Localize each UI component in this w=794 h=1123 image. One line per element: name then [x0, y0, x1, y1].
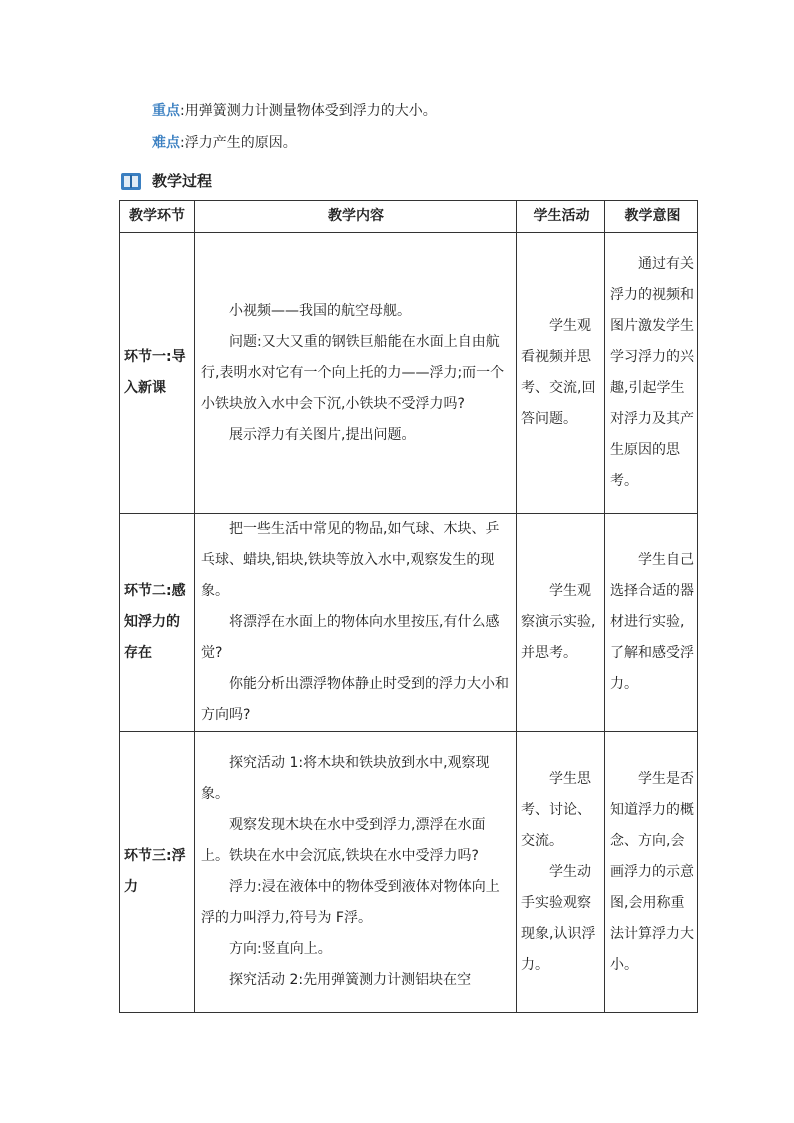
intent-paragraph: 通过有关浮力的视频和图片激发学生学习浮力的兴趣,引起学生对浮力及其产生原因的思考。 — [610, 256, 694, 489]
content-paragraph: 探究活动 1:将木块和铁块放到水中,观察现象。 — [201, 755, 490, 802]
content-paragraph: 展示浮力有关图片,提出问题。 — [229, 426, 416, 443]
header-stage: 教学环节 — [120, 201, 195, 233]
intent-paragraph: 学生自己选择合适的器材进行实验,了解和感受浮力。 — [610, 552, 694, 692]
key-point-important — [152, 101, 437, 121]
activity-paragraph: 学生动手实验观察现象,认识浮力。 — [521, 863, 596, 973]
content-cell — [195, 514, 517, 732]
content-paragraph: 你能分析出漂浮物体静止时受到的浮力大小和方向吗? — [201, 676, 509, 723]
intent-cell — [605, 514, 698, 732]
intent-paragraph: 学生是否知道浮力的概念、方向,会画浮力的示意图,会用称重法计算浮力大小。 — [610, 770, 694, 973]
content-cell — [195, 732, 517, 1013]
important-text: :用弹簧测力计测量物体受到浮力的大小。 — [180, 103, 437, 119]
key-point-difficult — [152, 133, 297, 153]
activity-paragraph: 学生观察演示实验,并思考。 — [521, 583, 596, 661]
activity-cell — [517, 514, 605, 732]
activity-cell — [517, 732, 605, 1013]
content-paragraph: 把一些生活中常见的物品,如气球、木块、乒乓球、蜡块,铝块,铁块等放入水中,观察发生的现象。 — [201, 521, 500, 599]
content-paragraph: 探究活动 2:先用弹簧测力计测铝块在空 — [229, 972, 472, 988]
content-paragraph: 小视频——我国的航空母舰。 — [229, 302, 411, 319]
activity-paragraph: 学生观看视频并思考、交流,回答问题。 — [521, 318, 596, 427]
content-cell — [195, 233, 517, 514]
header-content: 教学内容 — [195, 201, 517, 233]
difficult-text: :浮力产生的原因。 — [180, 135, 297, 151]
stage-cell: 环节三:浮力 — [120, 732, 195, 1013]
lesson-process-table — [119, 200, 698, 1013]
header-activity: 学生活动 — [517, 201, 605, 233]
activity-paragraph: 学生思考、讨论、交流。 — [521, 770, 591, 849]
intent-cell — [605, 732, 698, 1013]
table-header-row — [120, 201, 698, 233]
section-title: 教学过程 — [152, 172, 213, 190]
header-intent: 教学意图 — [605, 201, 698, 233]
activity-cell — [517, 233, 605, 514]
stage-cell: 环节二:感知浮力的存在 — [120, 514, 195, 732]
difficult-label: 难点 — [152, 135, 180, 151]
content-paragraph: 方向:竖直向上。 — [229, 941, 332, 957]
table-row — [120, 514, 698, 732]
important-label: 重点 — [152, 103, 180, 119]
section-heading — [120, 170, 212, 191]
content-paragraph: 观察发现木块在水中受到浮力,漂浮在水面上。铁块在水中会沉底,铁块在水中受浮力吗? — [201, 817, 486, 864]
content-paragraph: 浮力:浸在液体中的物体受到液体对物体向上浮的力叫浮力,符号为 F浮。 — [201, 879, 500, 926]
book-icon — [120, 171, 142, 191]
table-row — [120, 233, 698, 514]
stage-cell: 环节一:导入新课 — [120, 233, 195, 514]
content-paragraph: 将漂浮在水面上的物体向水里按压,有什么感觉? — [201, 614, 500, 661]
intent-cell — [605, 233, 698, 514]
table-row — [120, 732, 698, 1013]
content-paragraph: 问题:又大又重的钢铁巨船能在水面上自由航行,表明水对它有一个向上托的力——浮力;而一个小铁块放入水中会下沉,小铁块不受浮力吗? — [201, 333, 505, 412]
